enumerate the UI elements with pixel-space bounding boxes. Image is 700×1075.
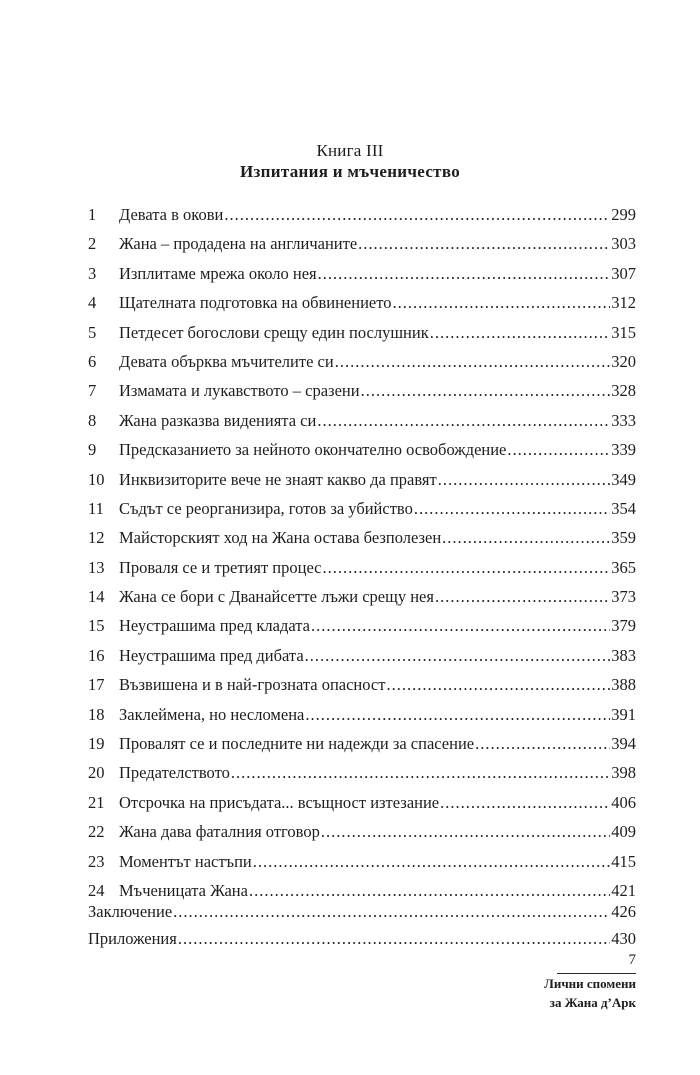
chapter-title: Проваля се и третият процес <box>119 557 322 577</box>
dot-leader <box>442 523 610 552</box>
chapter-number: 18 <box>88 704 105 724</box>
chapter-title: Жана дава фаталния отговор <box>119 822 320 842</box>
dot-leader <box>321 817 610 846</box>
chapter-number: 22 <box>88 822 105 842</box>
toc-entry <box>88 465 636 494</box>
chapter-title: Провалят се и последните ни надежди за спасение <box>119 734 475 754</box>
chapter-number: 3 <box>88 263 97 283</box>
toc-entry <box>88 347 636 376</box>
dot-leader <box>317 406 610 435</box>
page-ref: 421 <box>611 880 636 900</box>
page-ref: 430 <box>611 929 636 948</box>
toc-entry <box>88 670 636 699</box>
toc-entry <box>88 700 636 729</box>
chapter-number: 8 <box>88 410 97 430</box>
dot-leader <box>414 494 610 523</box>
page-ref: 349 <box>611 469 636 489</box>
chapter-title: Щателната подготовка на обвинението <box>119 293 392 313</box>
toc-entry <box>88 494 636 523</box>
chapter-number: 24 <box>88 880 105 900</box>
chapter-title: Съдът се реорганизира, готов за убийство <box>119 498 413 518</box>
toc-entry <box>88 318 636 347</box>
toc-entry <box>88 758 636 787</box>
back-matter-list <box>88 898 636 952</box>
chapter-title: Жана – продадена на англичаните <box>119 234 358 254</box>
dot-leader <box>392 288 610 317</box>
chapter-number: 6 <box>88 351 97 371</box>
page-ref: 365 <box>611 557 636 577</box>
page-ref: 388 <box>611 675 636 695</box>
chapter-number: 15 <box>88 616 105 636</box>
chapter-number: 17 <box>88 675 105 695</box>
toc-entry <box>88 788 636 817</box>
dot-leader <box>386 670 610 699</box>
dot-leader <box>323 553 611 582</box>
dot-leader <box>231 758 610 787</box>
page-ref: 315 <box>611 322 636 342</box>
chapter-title: Петдесет богослови срещу един послушник <box>119 322 429 342</box>
chapter-title: Инквизиторите вече не знаят какво да правят <box>119 469 437 489</box>
page-ref: 379 <box>611 616 636 636</box>
dot-leader <box>224 200 610 229</box>
page-ref: 333 <box>611 410 636 430</box>
chapter-title: Предсказанието за нейното окончателно освобождение <box>119 440 507 460</box>
chapter-number: 13 <box>88 557 105 577</box>
chapter-title: Изплитаме мрежа около нея <box>119 263 317 283</box>
page-ref: 303 <box>611 234 636 254</box>
toc-entry <box>88 200 636 229</box>
page-ref: 307 <box>611 263 636 283</box>
dot-leader <box>335 347 611 376</box>
running-title-line2: за Жана д’Арк <box>549 995 636 1010</box>
page-ref: 406 <box>611 792 636 812</box>
toc-entry <box>88 553 636 582</box>
dot-leader <box>178 925 610 952</box>
footer-divider <box>557 973 636 974</box>
toc-entry-appendices <box>88 925 636 952</box>
chapter-title: Девата в окови <box>119 205 224 224</box>
chapter-number: 12 <box>88 528 105 548</box>
page-ref: 415 <box>611 851 636 871</box>
chapter-title: Неустрашима пред дибата <box>119 645 304 665</box>
toc-entry <box>88 847 636 876</box>
dot-leader <box>253 847 611 876</box>
dot-leader <box>318 259 611 288</box>
toc-entry <box>88 641 636 670</box>
page-ref: 373 <box>611 587 636 607</box>
chapter-number: 7 <box>88 381 97 401</box>
dot-leader <box>507 435 610 464</box>
chapter-title: Мъченицата Жана <box>119 880 248 900</box>
chapter-number: 10 <box>88 469 105 489</box>
chapter-number: 14 <box>88 587 105 607</box>
chapter-number: 16 <box>88 645 105 665</box>
dot-leader <box>311 611 610 640</box>
chapter-number: 4 <box>88 293 97 313</box>
chapter-number: 2 <box>88 234 97 254</box>
toc-entry <box>88 611 636 640</box>
entry-title: Приложения <box>88 929 177 948</box>
toc-entry <box>88 523 636 552</box>
page-ref: 426 <box>611 902 636 921</box>
dot-leader <box>361 376 611 405</box>
dot-leader <box>438 465 611 494</box>
toc-entry <box>88 817 636 846</box>
chapter-number: 9 <box>88 440 97 460</box>
page-ref: 359 <box>611 528 636 548</box>
page-ref: 320 <box>611 351 636 371</box>
page-ref: 328 <box>611 381 636 401</box>
page-ref: 383 <box>611 645 636 665</box>
dot-leader <box>440 788 610 817</box>
chapter-number: 23 <box>88 851 105 871</box>
entry-title: Заключение <box>88 902 173 921</box>
page-ref: 299 <box>611 205 636 224</box>
page-ref: 394 <box>611 734 636 754</box>
running-title-line1: Лични спомени <box>544 976 636 991</box>
chapter-title: Предателството <box>119 763 230 783</box>
chapter-title: Заклеймена, но несломена <box>119 704 305 724</box>
chapter-number: 19 <box>88 734 105 754</box>
page-ref: 312 <box>611 293 636 313</box>
page-ref: 339 <box>611 440 636 460</box>
chapter-title: Жана се бори с Дванайсетте лъжи срещу нея <box>119 587 434 607</box>
toc-entry <box>88 229 636 258</box>
book-title: Изпитания и мъченичество <box>240 162 460 181</box>
chapter-number: 20 <box>88 763 105 783</box>
chapter-title: Девата обърква мъчителите си <box>119 351 334 371</box>
chapter-number: 21 <box>88 792 105 812</box>
chapter-title: Неустрашима пред кладата <box>119 616 311 636</box>
toc-entry <box>88 729 636 758</box>
chapter-title: Възвишена и в най-грозната опасност <box>119 675 386 695</box>
book-label: Книга III <box>316 141 384 160</box>
chapter-number: 1 <box>88 205 97 224</box>
toc-entry <box>88 406 636 435</box>
chapter-title: Измамата и лукавството – сразени <box>119 381 360 401</box>
dot-leader <box>475 729 610 758</box>
page-ref: 398 <box>611 763 636 783</box>
dot-leader <box>305 700 610 729</box>
chapter-number: 11 <box>88 498 104 518</box>
page-number: 7 <box>628 952 636 968</box>
table-of-contents <box>88 200 636 905</box>
dot-leader <box>430 318 611 347</box>
page-ref: 409 <box>611 822 636 842</box>
toc-entry <box>88 376 636 405</box>
dot-leader <box>173 898 610 925</box>
toc-entry-conclusion <box>88 898 636 925</box>
page-ref: 391 <box>611 704 636 724</box>
chapter-title: Жана разказва виденията си <box>119 410 317 430</box>
chapter-number: 5 <box>88 322 97 342</box>
dot-leader <box>358 229 610 258</box>
toc-entry <box>88 259 636 288</box>
chapter-title: Майсторският ход на Жана остава безполезен <box>119 528 442 548</box>
toc-entry <box>88 435 636 464</box>
dot-leader <box>305 641 611 670</box>
chapter-title: Отсрочка на присъдата... всъщност изтезание <box>119 792 440 812</box>
page-ref: 354 <box>611 498 636 518</box>
toc-entry <box>88 288 636 317</box>
chapter-title: Моментът настъпи <box>119 851 252 871</box>
dot-leader <box>435 582 610 611</box>
toc-entry <box>88 582 636 611</box>
